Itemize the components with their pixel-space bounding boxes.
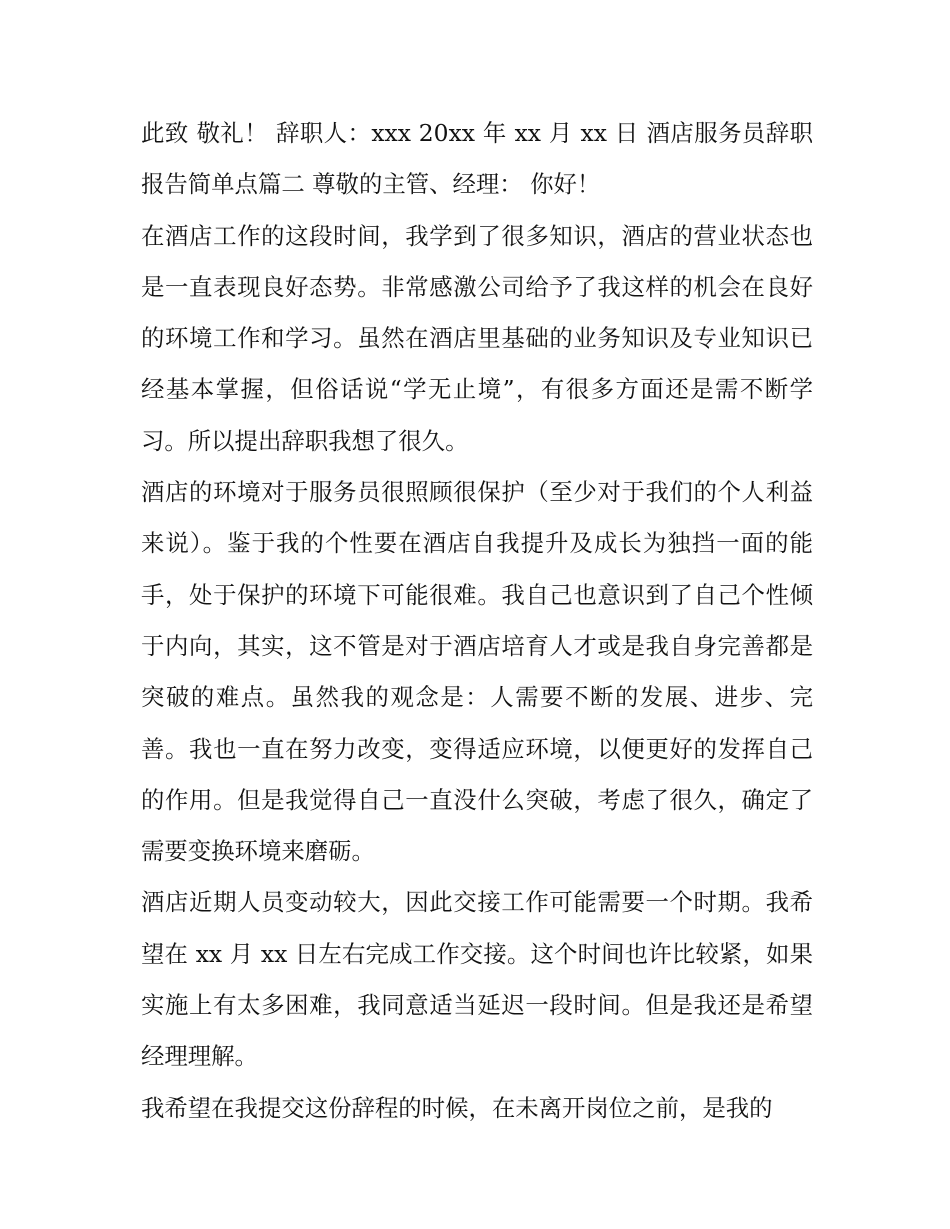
paragraph-final: 我希望在我提交这份辞程的时候，在未离开岗位之前，是我的 bbox=[141, 1093, 773, 1122]
paragraph-handover: 酒店近期人员变动较大，因此交接工作可能需要一个时期。我希望在 xx 月 xx 日左右完成工作交接。这个时间也许比较紧，如果实施上有太多困难，我同意适当延迟一段时间。但是我还是希望经理理解。 bbox=[141, 888, 813, 1071]
document-body bbox=[141, 108, 813, 1134]
paragraph-environment: 酒店的环境对于服务员很照顾很保护（至少对于我们的个人利益来说）。鉴于我的个性要在酒店自我提升及成长为独挡一面的能手，处于保护的环境下可能很难。我自己也意识到了自己个性倾于内向，其实，这不管是对于酒店培育人才或是我自身完善都是突破的难点。虽然我的观念是：人需要不断的发展、进步、完善。我也一直在努力改变，变得适应环境，以便更好的发挥自己的作用。但是我觉得自己一直没什么突破，考虑了很久，确定了需要变换环境来磨砺。 bbox=[141, 478, 813, 866]
paragraph-closing-and-header: 此致 敬礼！ 辞职人：xxx 20xx 年 xx 月 xx 日 酒店服务员辞职报告简单点篇二 尊敬的主管、经理： 你好！ bbox=[141, 119, 813, 199]
paragraph-learning: 在酒店工作的这段时间，我学到了很多知识，酒店的营业状态也是一直表现良好态势。非常感激公司给予了我这样的机会在良好的环境工作和学习。虽然在酒店里基础的业务知识及专业知识已经基本掌握，但俗话说“学无止境”，有很多方面还是需不断学习。所以提出辞职我想了很久。 bbox=[141, 221, 813, 455]
